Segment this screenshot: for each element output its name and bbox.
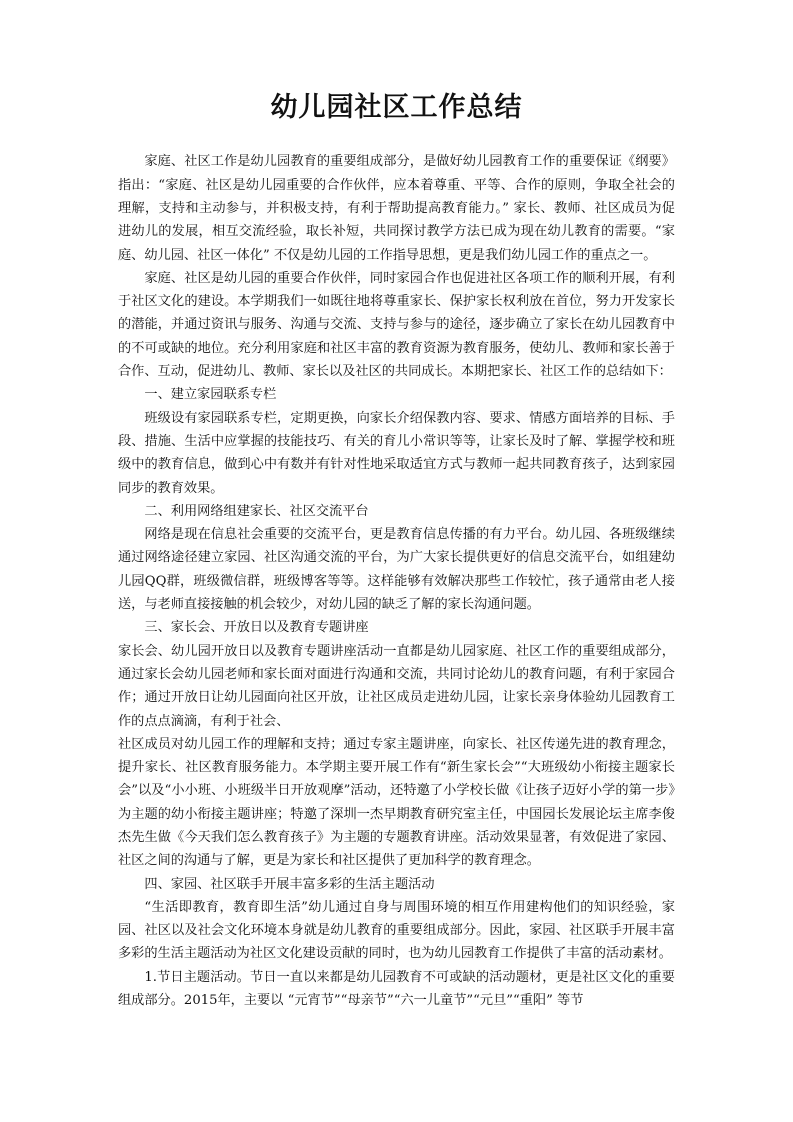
document-title: 幼儿园社区工作总结 xyxy=(270,92,523,123)
festival-activity-paragraph: 1.节日主题活动。节日一直以来都是幼儿园教育不可或缺的活动题材，更是社区文化的重要组成部分。2015年，主要以 “元宵节”“母亲节”“六一儿童节”“元旦”“重阳” 等节 xyxy=(118,969,675,1009)
section-1-paragraph: 班级设有家园联系专栏，定期更换，向家长介绍保教内容、要求、情感方面培养的目标、手段、措施、生活中应掌握的技能技巧、有关的育儿小常识等等，让家长及时了解、掌握学校和班级中的教育信息，做到心中有数并有针对性地采取适宜方式与教师一起共同教育孩子，达到家园同步的教育效果。 xyxy=(118,410,675,496)
section-heading-2: 二、利用网络组建家长、社区交流平台 xyxy=(144,503,369,519)
section-4-paragraph: “生活即教育，教育即生活”幼儿通过自身与周围环境的相互作用建构他们的知识经验，家园、社区以及社会文化环境本身就是幼儿教育的重要组成部分。因此，家园、社区联手开展丰富多彩的生活主题活动为社区文化建设贡献的同时，也为幼儿园教育工作提供了丰富的活动素材。 xyxy=(118,899,675,962)
section-3-paragraph-a: 家长会、幼儿园开放日以及教育专题讲座活动一直都是幼儿园家庭、社区工作的重要组成部分，通过家长会幼儿园老师和家长面对面进行沟通和交流，共同讨论幼儿的教育问题，有利于家园合作；通过开放日让幼儿园面向社区开放，让社区成员走进幼儿园，让家长亲身体验幼儿园教育工作的点点滴滴，有利于社会、 xyxy=(118,643,675,729)
intro-paragraph: 家庭、社区工作是幼儿园教育的重要组成部分，是做好幼儿园教育工作的重要保证《纲要》指出：“家庭、社区是幼儿园重要的合作伙伴，应本着尊重、平等、合作的原则，争取全社会的理解，支持和主动参与，并积极支持，有利于帮助提高教育能力。” 家长、教师、社区成员为促进幼儿的发展，相互交流经验，取长补短，共同探讨教学方法已成为现在幼儿教育的需要。“家庭、幼儿园、社区一体化” 不仅是幼儿园的工作指导思想，更是我们幼儿园工作的重点之一。 xyxy=(118,154,675,263)
section-heading-1: 一、建立家园联系专栏 xyxy=(144,387,277,403)
section-heading-4: 四、家园、社区联手开展丰富多彩的生活主题活动 xyxy=(144,876,435,892)
section-heading-3: 三、家长会、开放日以及教育专题讲座 xyxy=(144,620,369,636)
section-3-paragraph-b: 社区成员对幼儿园工作的理解和支持；通过专家主题讲座，向家长、社区传递先进的教育理念，提升家长、社区教育服务能力。本学期主要开展工作有“新生家长会”“大班级幼小衔接主题家长会”以及“小小班、小班级半日开放观摩”活动，还特邀了小学校长做《让孩子迈好小学的第一步》为主题的幼小衔接主题讲座；特邀了深圳一杰早期教育研究室主任，中国园长发展论坛主席李俊杰先生做《今天我们怎么教育孩子》为主题的专题教育讲座。活动效果显著，有效促进了家园、社区之间的沟通与了解，更是为家长和社区提供了更加科学的教育理念。 xyxy=(118,736,675,869)
section-2-paragraph: 网络是现在信息社会重要的交流平台，更是教育信息传播的有力平台。幼儿园、各班级继续通过网络途径建立家园、社区沟通交流的平台，为广大家长提供更好的信息交流平台，如组建幼儿园QQ群，班级微信群，班级博客等等。这样能够有效解决那些工作较忙，孩子通常由老人接送，与老师直接接触的机会较少，对幼儿园的缺乏了解的家长沟通问题。 xyxy=(118,527,675,613)
partnership-paragraph: 家庭、社区是幼儿园的重要合作伙伴，同时家园合作也促进社区各项工作的顺利开展，有利于社区文化的建设。本学期我们一如既往地将尊重家长、保护家长权利放在首位，努力开发家长的潜能，并通过资讯与服务、沟通与交流、支持与参与的途径，逐步确立了家长在幼儿园教育中的不可或缺的地位。充分利用家庭和社区丰富的教育资源为教育服务，使幼儿、教师和家长善于合作、互动，促进幼儿、教师、家长以及社区的共同成长。本期把家长、社区工作的总结如下： xyxy=(118,270,675,380)
document-page xyxy=(118,92,675,1012)
